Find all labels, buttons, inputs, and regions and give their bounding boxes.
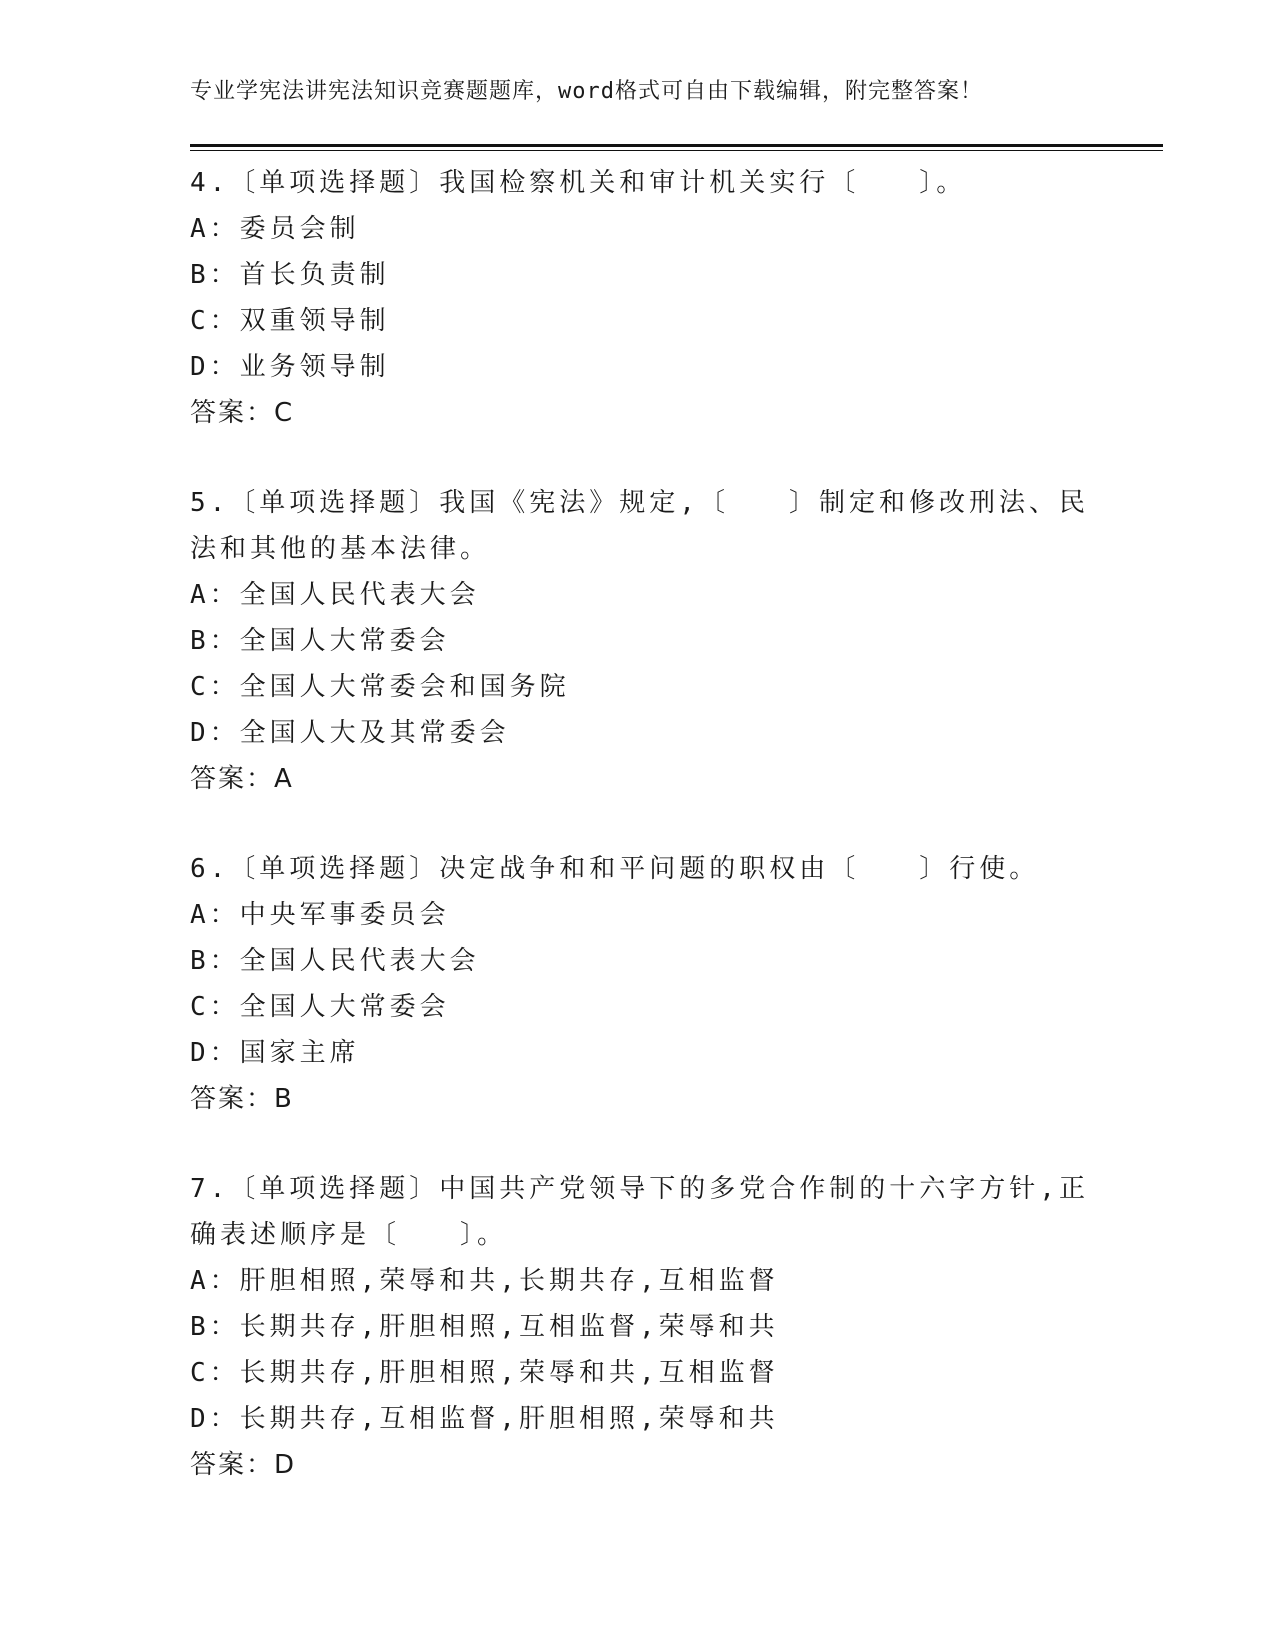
question-7 [190,1166,1090,1488]
option-c: C：全国人大常委会 [190,992,450,1022]
option-a: A：肝胆相照,荣辱和共,长期共存,互相监督 [190,1266,779,1296]
option-d: D：长期共存,互相监督,肝胆相照,荣辱和共 [190,1404,779,1434]
question-6 [190,846,1090,1122]
option-a: A：全国人民代表大会 [190,580,480,610]
question-5 [190,480,1090,802]
option-b: B：首长负责制 [190,260,390,290]
question-4 [190,160,1090,436]
answer-line: 答案：D [190,1450,297,1480]
option-a: A：委员会制 [190,214,360,244]
option-b: B：长期共存,肝胆相照,互相监督,荣辱和共 [190,1312,779,1342]
page-header: 专业学宪法讲宪法知识竞赛题题库，word格式可自由下载编辑，附完整答案！ [190,79,983,104]
question-stem: 6.〔单项选择题〕决定战争和和平问题的职权由〔 〕行使。 [190,854,1040,884]
header-rule-thin [190,150,1163,151]
option-b: B：全国人大常委会 [190,626,450,656]
question-stem: 7.〔单项选择题〕中国共产党领导下的多党合作制的十六字方针,正确表述顺序是〔 〕。 [190,1174,1089,1250]
question-stem: 5.〔单项选择题〕我国《宪法》规定,〔 〕制定和修改刑法、民法和其他的基本法律。 [190,488,1089,564]
option-a: A：中央军事委员会 [190,900,450,930]
question-stem: 4.〔单项选择题〕我国检察机关和审计机关实行〔 〕。 [190,168,967,198]
header-rule-thick [190,144,1163,147]
option-d: D：业务领导制 [190,352,390,382]
question-list [190,160,1090,1532]
answer-line: 答案：A [190,764,294,794]
option-b: B：全国人民代表大会 [190,946,480,976]
option-c: C：长期共存,肝胆相照,荣辱和共,互相监督 [190,1358,779,1388]
option-d: D：国家主席 [190,1038,360,1068]
option-d: D：全国人大及其常委会 [190,718,510,748]
answer-line: 答案：C [190,398,295,428]
answer-line: 答案：B [190,1084,294,1114]
option-c: C：双重领导制 [190,306,390,336]
option-c: C：全国人大常委会和国务院 [190,672,570,702]
